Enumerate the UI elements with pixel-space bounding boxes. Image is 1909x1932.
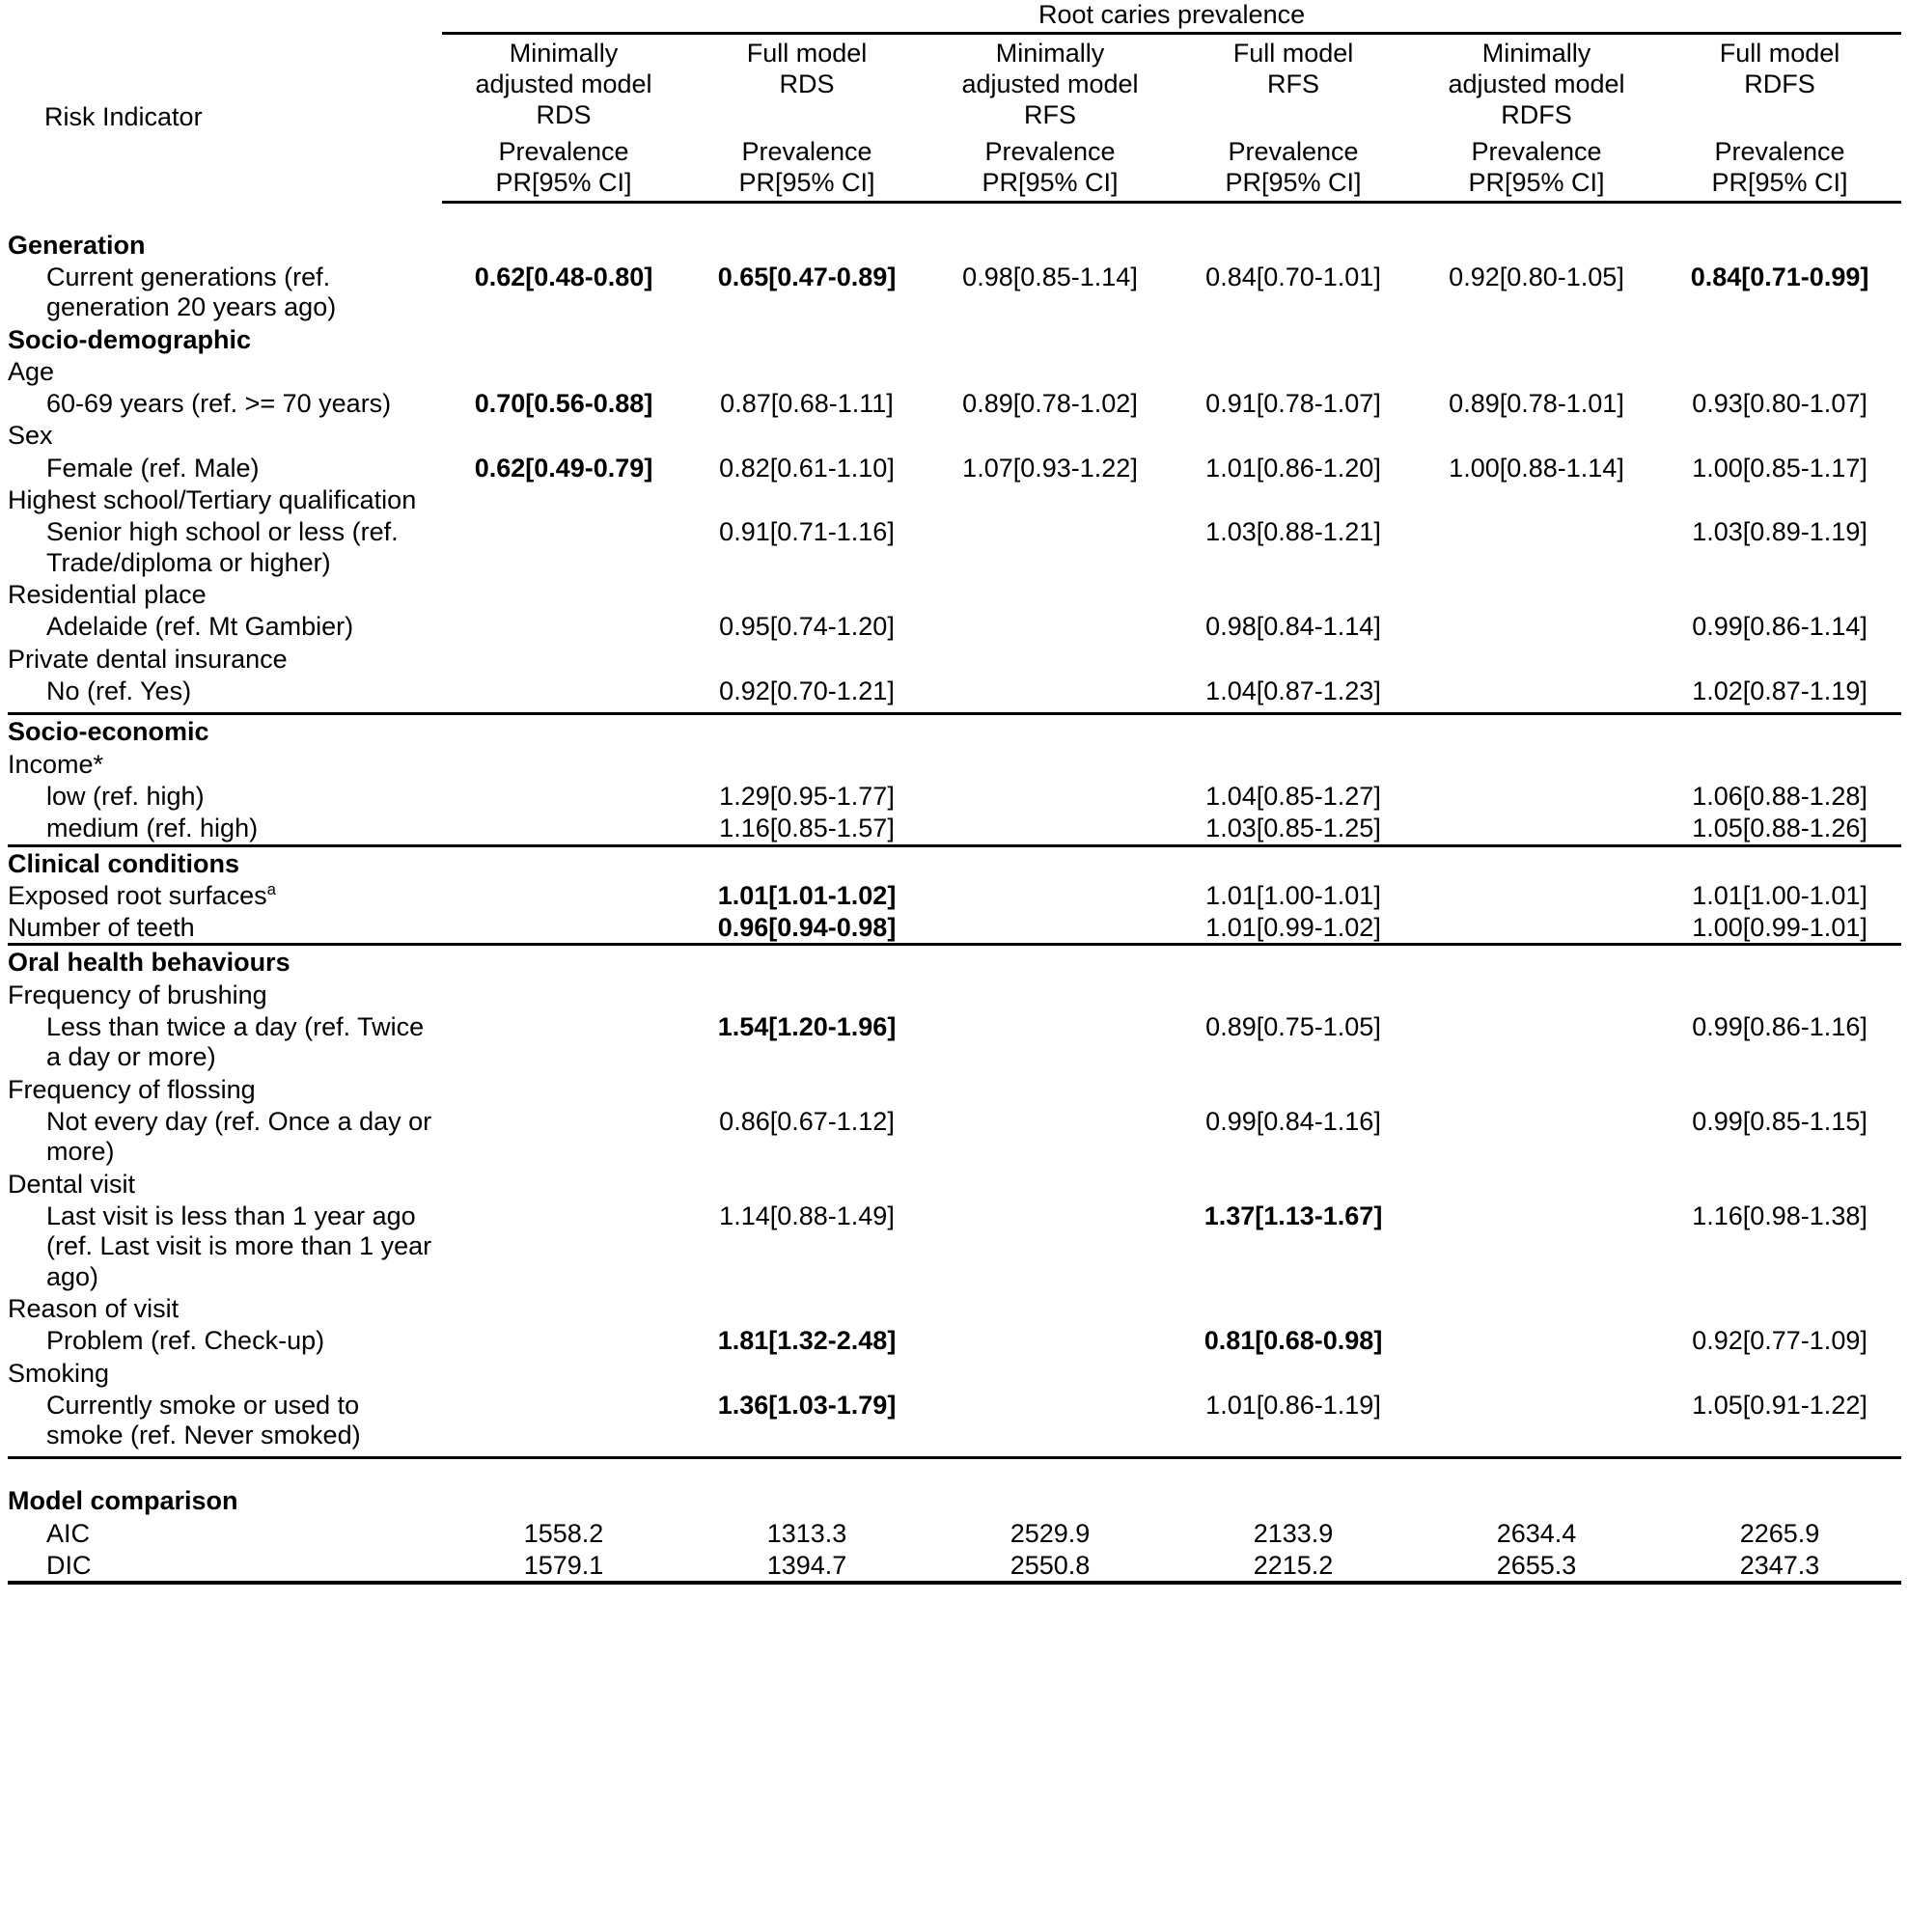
cell-value: 1.16[0.98-1.38] — [1692, 1201, 1868, 1230]
footnote-marker-a: a — [266, 879, 276, 898]
subgroup-label: Frequency of flossing — [8, 1074, 256, 1104]
col-header-line2: adjusted model — [475, 69, 652, 99]
cell-value: 1.81[1.32-2.48] — [717, 1326, 897, 1356]
cell-value: 1.01[1.00-1.01] — [1692, 880, 1868, 910]
table-row — [8, 387, 1901, 419]
col-header-line1: Full model — [1719, 39, 1840, 69]
col-subheader-line2: PR[95% CI] — [982, 167, 1119, 197]
cell-value: 0.99[0.86-1.14] — [1692, 612, 1868, 642]
subgroup-label: Private dental insurance — [8, 644, 288, 674]
table-header — [8, 0, 1901, 202]
subgroup-row-education — [8, 483, 1901, 515]
cell-value: 0.99[0.84-1.16] — [1205, 1107, 1381, 1137]
cell-value — [442, 812, 685, 845]
cell-value: 2265.9 — [1739, 1518, 1820, 1548]
cell-value — [1415, 1324, 1658, 1356]
subgroup-label: Smoking — [8, 1358, 110, 1388]
group-row-generation — [8, 229, 1901, 261]
cell-value — [1415, 610, 1658, 642]
cell-value: 0.99[0.85-1.15] — [1692, 1107, 1868, 1137]
col-header-line3: RDFS — [1501, 100, 1572, 130]
subgroup-label: Income* — [8, 749, 104, 779]
table-row — [8, 515, 1901, 578]
cell-value: 1313.3 — [766, 1518, 847, 1548]
cell-value: 1.29[0.95-1.77] — [719, 781, 895, 811]
col-header-line1: Full model — [1232, 39, 1354, 69]
cell-value: 0.65[0.47-0.89] — [717, 262, 897, 291]
cell-value: 2529.9 — [1010, 1518, 1091, 1548]
cell-value: 1.01[1.01-1.02] — [717, 880, 897, 910]
cell-value — [928, 879, 1172, 911]
root-caries-prevalence-table — [8, 0, 1901, 1585]
table-row — [8, 1324, 1901, 1356]
cell-value: 0.92[0.80-1.05] — [1449, 262, 1624, 291]
cell-value: 1.01[1.00-1.01] — [1205, 880, 1381, 910]
col-subheader-full-rdfs — [1658, 133, 1901, 202]
cell-value — [1415, 1105, 1658, 1168]
spanner-row — [8, 0, 1901, 34]
table-row — [8, 675, 1901, 714]
spacer-row — [8, 202, 1901, 229]
subgroup-row-brushing — [8, 979, 1901, 1010]
table-row — [8, 452, 1901, 483]
subgroup-row-smoking — [8, 1357, 1901, 1389]
cell-value: 0.84[0.71-0.99] — [1690, 262, 1869, 291]
cell-value: 1.36[1.03-1.79] — [685, 1389, 928, 1458]
col-subheader-line1: Prevalence — [1471, 136, 1602, 166]
table-row — [8, 610, 1901, 642]
row-label: No (ref. Yes) — [8, 675, 442, 714]
cell-value: 1.05[0.88-1.26] — [1658, 812, 1901, 845]
table-row — [8, 1105, 1901, 1168]
row-label: Senior high school or less (ref. Trade/diploma or higher) — [46, 517, 399, 577]
cell-value — [442, 610, 685, 642]
group-row-clinical — [8, 845, 1901, 879]
row-label: AIC — [46, 1518, 91, 1548]
cell-value — [442, 515, 685, 578]
cell-value — [928, 812, 1172, 845]
cell-value: 1.14[0.88-1.49] — [719, 1201, 895, 1230]
row-label: Female (ref. Male) — [46, 453, 260, 483]
table-body — [8, 202, 1901, 1583]
cell-value: 0.91[0.71-1.16] — [719, 517, 895, 547]
spacer-row — [8, 1458, 1901, 1485]
table-row — [8, 911, 1901, 945]
col-header-line2: RDS — [779, 69, 835, 99]
spanner-title: Root caries prevalence — [442, 0, 1901, 34]
cell-value — [1415, 515, 1658, 578]
cell-value: 2634.4 — [1496, 1518, 1577, 1548]
table-row — [8, 879, 1901, 911]
subgroup-label: Age — [8, 356, 55, 386]
cell-value: 2133.9 — [1253, 1518, 1334, 1548]
cell-value: 1394.7 — [685, 1549, 928, 1583]
col-header-line3: RFS — [1024, 100, 1076, 130]
subgroup-row-sex — [8, 419, 1901, 451]
cell-value: 0.81[0.68-0.98] — [1204, 1326, 1383, 1356]
cell-value — [928, 515, 1172, 578]
col-header-line2: adjusted model — [961, 69, 1139, 99]
subgroup-row-flossing — [8, 1073, 1901, 1105]
row-label: Adelaide (ref. Mt Gambier) — [46, 612, 354, 642]
col-header-min-rfs — [928, 34, 1172, 133]
cell-value — [928, 610, 1172, 642]
cell-value: 1.07[0.93-1.22] — [962, 453, 1138, 483]
col-subheader-full-rds — [685, 133, 928, 202]
cell-value: 2655.3 — [1415, 1549, 1658, 1583]
col-header-line1: Full model — [746, 39, 868, 69]
cell-value: 1558.2 — [523, 1518, 604, 1548]
table-row — [8, 1549, 1901, 1583]
cell-value: 0.62[0.49-0.79] — [474, 453, 653, 483]
col-subheader-line1: Prevalence — [984, 136, 1116, 166]
cell-value: 2347.3 — [1658, 1549, 1901, 1583]
col-subheader-line2: PR[95% CI] — [738, 167, 875, 197]
cell-value — [1415, 1010, 1658, 1073]
cell-value: 1.02[0.87-1.19] — [1658, 675, 1901, 714]
col-header-min-rdfs — [1415, 34, 1658, 133]
subgroup-label: Dental visit — [8, 1169, 136, 1199]
cell-value — [1415, 1200, 1658, 1292]
col-header-line2: adjusted model — [1448, 69, 1625, 99]
cell-value: 1579.1 — [442, 1549, 685, 1583]
cell-value — [442, 911, 685, 945]
col-header-line2: RDFS — [1744, 69, 1815, 99]
group-label: Clinical conditions — [8, 848, 240, 878]
group-label: Oral health behaviours — [8, 948, 290, 978]
cell-value — [928, 1105, 1172, 1168]
col-header-full-rfs — [1172, 34, 1415, 133]
subgroup-label: Sex — [8, 421, 53, 451]
table-row — [8, 1389, 1901, 1458]
cell-value — [928, 780, 1172, 812]
cell-value — [442, 1105, 685, 1168]
cell-value: 1.00[0.99-1.01] — [1658, 911, 1901, 945]
cell-value — [1415, 911, 1658, 945]
row-label: Currently smoke or used to smoke (ref. Never smoked) — [8, 1389, 442, 1458]
table-row — [8, 1200, 1901, 1292]
cell-value — [928, 1010, 1172, 1073]
group-row-model-comparison — [8, 1484, 1901, 1516]
row-label: low (ref. high) — [46, 781, 205, 811]
group-label: Model comparison — [8, 1486, 238, 1516]
table-row — [8, 1517, 1901, 1549]
row-label: DIC — [8, 1549, 442, 1583]
cell-value: 1.04[0.85-1.27] — [1205, 781, 1381, 811]
cell-value: 1.01[0.99-1.02] — [1172, 911, 1415, 945]
row-label: Less than twice a day (ref. Twice a day or more) — [46, 1012, 425, 1072]
cell-value — [442, 1200, 685, 1292]
cell-value: 1.05[0.91-1.22] — [1658, 1389, 1901, 1458]
col-header-line1: Minimally — [509, 39, 619, 69]
subgroup-row-age — [8, 355, 1901, 387]
cell-value: 0.95[0.74-1.20] — [719, 612, 895, 642]
cell-value: 1.03[0.89-1.19] — [1692, 517, 1868, 547]
row-label: Not every day (ref. Once a day or more) — [46, 1107, 432, 1167]
cell-value: 0.96[0.94-0.98] — [685, 911, 928, 945]
cell-value: 2215.2 — [1172, 1549, 1415, 1583]
table-row — [8, 780, 1901, 812]
cell-value — [928, 1324, 1172, 1356]
cell-value — [1415, 675, 1658, 714]
cell-value: 1.16[0.85-1.57] — [685, 812, 928, 845]
cell-value — [442, 1010, 685, 1073]
col-header-min-rds — [442, 34, 685, 133]
cell-value — [928, 675, 1172, 714]
col-header-full-rdfs — [1658, 34, 1901, 133]
subgroup-row-reason — [8, 1292, 1901, 1324]
cell-value: 0.89[0.75-1.05] — [1205, 1012, 1381, 1042]
cell-value: 0.99[0.86-1.16] — [1692, 1012, 1868, 1042]
cell-value: 1.01[0.86-1.20] — [1205, 453, 1381, 483]
cell-value: 0.98[0.85-1.14] — [962, 262, 1138, 291]
subgroup-row-insurance — [8, 643, 1901, 675]
row-label: 60-69 years (ref. >= 70 years) — [46, 389, 392, 419]
col-subheader-line2: PR[95% CI] — [1225, 167, 1362, 197]
row-label: Number of teeth — [8, 911, 442, 945]
column-header-row — [8, 34, 1901, 133]
cell-value: 1.06[0.88-1.28] — [1692, 781, 1868, 811]
col-subheader-line1: Prevalence — [498, 136, 629, 166]
group-row-behaviours — [8, 945, 1901, 979]
col-header-line2: RFS — [1267, 69, 1319, 99]
cell-value — [1415, 780, 1658, 812]
cell-value — [442, 1389, 685, 1458]
col-subheader-line2: PR[95% CI] — [495, 167, 632, 197]
cell-value: 0.89[0.78-1.02] — [962, 389, 1138, 419]
group-label: Socio-economic — [8, 717, 209, 747]
spanner-empty-cell — [8, 0, 442, 34]
row-header-label: Risk Indicator — [44, 102, 203, 132]
col-subheader-min-rds — [442, 133, 685, 202]
table-row — [8, 812, 1901, 845]
cell-value: 1.00[0.88-1.14] — [1449, 453, 1624, 483]
subgroup-label: Frequency of brushing — [8, 980, 267, 1009]
col-subheader-min-rdfs — [1415, 133, 1658, 202]
col-subheader-line2: PR[95% CI] — [1468, 167, 1605, 197]
cell-value — [1415, 812, 1658, 845]
cell-value — [1415, 879, 1658, 911]
col-header-full-rds — [685, 34, 928, 133]
cell-value: 1.01[0.86-1.19] — [1172, 1389, 1415, 1458]
subgroup-row-income — [8, 748, 1901, 780]
cell-value: 0.87[0.68-1.11] — [720, 389, 894, 419]
cell-value: 0.82[0.61-1.10] — [719, 453, 895, 483]
col-subheader-line1: Prevalence — [1228, 136, 1359, 166]
subgroup-label: Highest school/Tertiary qualification — [8, 485, 417, 515]
row-label-text: Exposed root surfaces — [8, 880, 267, 910]
col-subheader-line1: Prevalence — [741, 136, 872, 166]
cell-value: 0.62[0.48-0.80] — [474, 262, 653, 291]
cell-value: 1.04[0.87-1.23] — [1172, 675, 1415, 714]
col-header-line1: Minimally — [995, 39, 1105, 69]
row-label: Problem (ref. Check-up) — [46, 1326, 325, 1356]
cell-value: 1.03[0.88-1.21] — [1205, 517, 1381, 547]
cell-value: 0.89[0.78-1.01] — [1449, 389, 1624, 419]
group-row-sociodemographic — [8, 323, 1901, 355]
subgroup-row-visit — [8, 1168, 1901, 1200]
cell-value: 0.92[0.70-1.21] — [685, 675, 928, 714]
cell-value — [442, 675, 685, 714]
group-row-socioeconomic — [8, 714, 1901, 748]
col-subheader-full-rfs — [1172, 133, 1415, 202]
cell-value — [1415, 1389, 1658, 1458]
cell-value — [442, 780, 685, 812]
cell-value: 1.37[1.13-1.67] — [1204, 1201, 1383, 1230]
cell-value: 0.93[0.80-1.07] — [1692, 389, 1868, 419]
cell-value — [442, 1324, 685, 1356]
subgroup-row-residence — [8, 578, 1901, 610]
cell-value: 1.03[0.85-1.25] — [1172, 812, 1415, 845]
row-label — [8, 879, 442, 911]
col-subheader-line1: Prevalence — [1714, 136, 1845, 166]
cell-value: 1.00[0.85-1.17] — [1692, 453, 1868, 483]
subgroup-label: Reason of visit — [8, 1293, 180, 1323]
cell-value: 0.70[0.56-0.88] — [474, 389, 653, 419]
cell-value: 1.54[1.20-1.96] — [717, 1012, 897, 1042]
col-header-line3: RDS — [536, 100, 592, 130]
cell-value: 0.91[0.78-1.07] — [1205, 389, 1381, 419]
table-row — [8, 1010, 1901, 1073]
cell-value: 2550.8 — [928, 1549, 1172, 1583]
table-row — [8, 261, 1901, 323]
row-label: Current generations (ref. generation 20 years ago) — [46, 262, 337, 322]
cell-value: 0.84[0.70-1.01] — [1205, 262, 1381, 291]
cell-value: 0.92[0.77-1.09] — [1692, 1326, 1868, 1356]
cell-value — [928, 1200, 1172, 1292]
row-label: medium (ref. high) — [8, 812, 442, 845]
col-subheader-min-rfs — [928, 133, 1172, 202]
subgroup-label: Residential place — [8, 580, 207, 610]
cell-value: 0.86[0.67-1.12] — [719, 1107, 895, 1137]
cell-value — [442, 879, 685, 911]
group-label: Generation — [8, 230, 146, 260]
cell-value — [928, 911, 1172, 945]
cell-value — [928, 1389, 1172, 1458]
group-label: Socio-demographic — [8, 324, 252, 354]
row-label: Last visit is less than 1 year ago (ref. Last visit is more than 1 year ago) — [46, 1201, 432, 1291]
cell-value: 0.98[0.84-1.14] — [1205, 612, 1381, 642]
col-header-line1: Minimally — [1481, 39, 1591, 69]
col-subheader-line2: PR[95% CI] — [1711, 167, 1848, 197]
